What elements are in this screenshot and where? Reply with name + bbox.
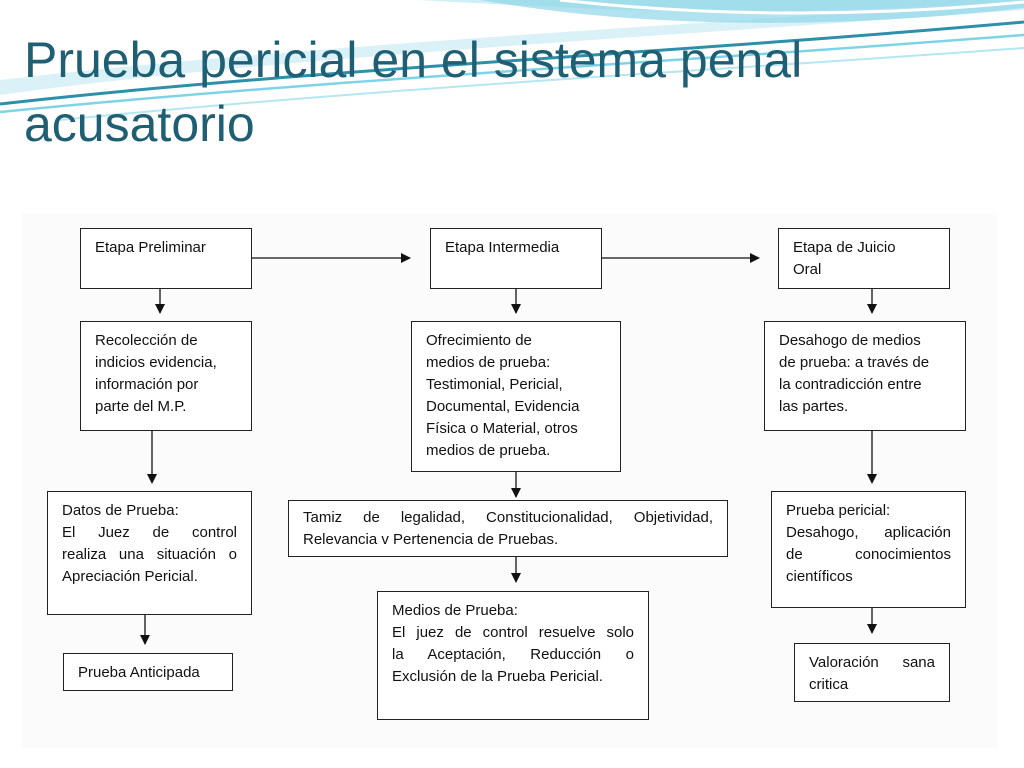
text-line: El juez de control resuelve solo — [392, 624, 634, 641]
text-line: científicos — [786, 568, 853, 585]
text-line: Medios de Prueba: — [392, 602, 518, 619]
box-tamiz-legalidad — [288, 500, 728, 557]
text-line: Datos de Prueba: — [62, 502, 179, 519]
text-line: Tamiz de legalidad, Constitucionalidad, Objetividad, — [303, 509, 713, 526]
box-ofrecimiento-medios: Ofrecimiento de medios de prueba: Testimonial, Pericial, Documental, Evidencia Física o Material, otros medios de prueba. — [411, 321, 621, 472]
text-line: Apreciación Pericial. — [62, 568, 198, 585]
box-datos-de-prueba — [47, 491, 252, 615]
slide-title: Prueba pericial en el sistema penal acusatorio — [24, 32, 803, 152]
text-line: la Aceptación, Reducción o — [392, 646, 634, 663]
box-valoracion-sana-critica — [794, 643, 950, 702]
text-line: critica — [809, 676, 849, 693]
text-line: realiza una situación o — [62, 546, 237, 563]
box-desahogo-medios: Desahogo de medios de prueba: a través de la contradicción entre las partes. — [764, 321, 966, 431]
box-medios-de-prueba — [377, 591, 649, 720]
box-etapa-intermedia: Etapa Intermedia — [430, 228, 602, 289]
text-line: de conocimientos — [786, 546, 951, 563]
box-prueba-pericial — [771, 491, 966, 608]
text-line: Exclusión de la Prueba Pericial. — [392, 668, 603, 685]
box-recoleccion-indicios: Recolección de indicios evidencia, información por parte del M.P. — [80, 321, 252, 431]
box-etapa-juicio-oral: Etapa de Juicio Oral — [778, 228, 950, 289]
box-prueba-anticipada: Prueba Anticipada — [63, 653, 233, 691]
text-line: El Juez de control — [62, 524, 237, 541]
box-etapa-preliminar: Etapa Preliminar — [80, 228, 252, 289]
text-line: Valoración sana — [809, 654, 935, 671]
text-line: Prueba pericial: — [786, 502, 891, 519]
text-line: Relevancia v Pertenencia de Pruebas. — [303, 531, 559, 548]
text-line: Desahogo, aplicación — [786, 524, 951, 541]
